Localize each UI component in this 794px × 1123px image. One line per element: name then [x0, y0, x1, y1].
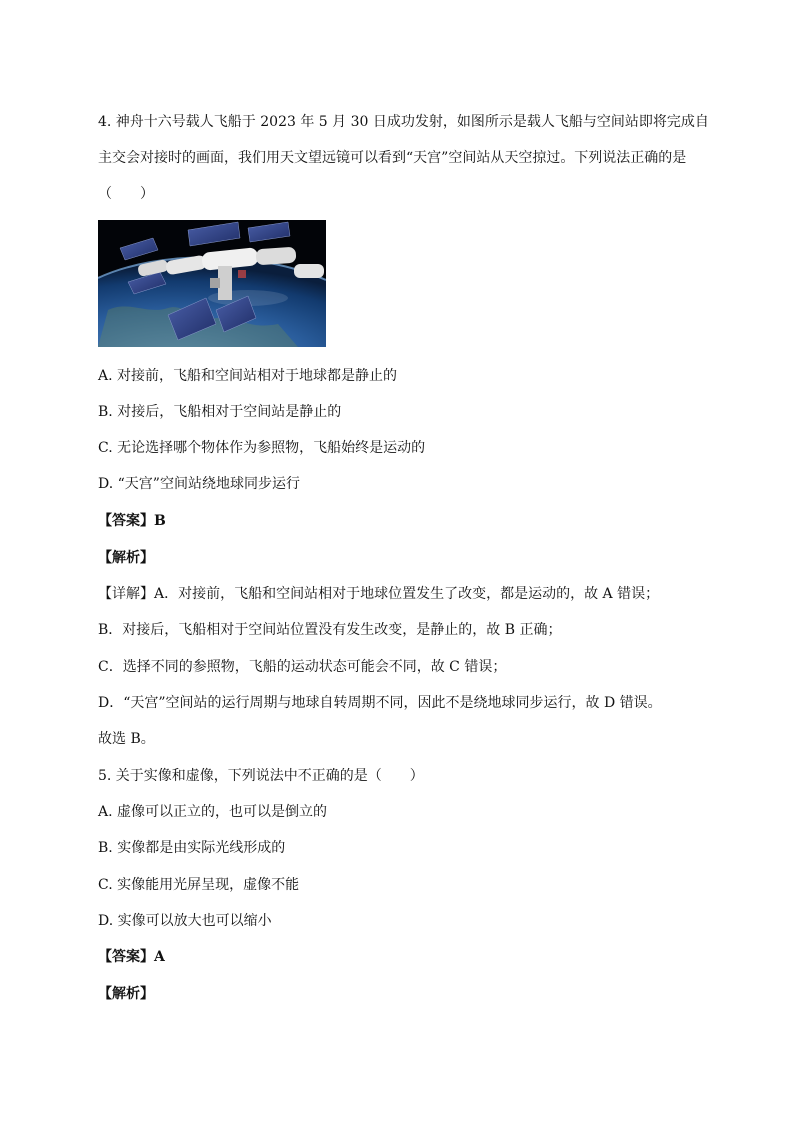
q4-stem-line-1: 4. 神舟十六号载人飞船于 2023 年 5 月 30 日成功发射，如图所示是载人飞船与空间站即将完成自 — [98, 114, 709, 130]
q4-stem-line-3: （ ） — [98, 186, 154, 202]
q5-analysis-label: 【解析】 — [98, 986, 154, 1002]
q4-conclusion: 故选 B。 — [98, 731, 155, 747]
q4-analysis-line-1: 【详解】A．对接前，飞船和空间站相对于地球位置发生了改变，都是运动的，故 A 错误； — [98, 586, 660, 602]
q5-option-a: A. 虚像可以正立的，也可以是倒立的 — [98, 804, 328, 820]
q5-answer: 【答案】A — [98, 949, 165, 965]
q5-option-c: C. 实像能用光屏呈现，虚像不能 — [98, 877, 300, 893]
q4-analysis-line-3: C．选择不同的参照物，飞船的运动状态可能会不同，故 C 错误； — [98, 659, 507, 675]
q4-option-c: C. 无论选择哪个物体作为参照物，飞船始终是运动的 — [98, 440, 426, 456]
q4-analysis-label: 【解析】 — [98, 550, 154, 566]
q5-option-d: D. 实像可以放大也可以缩小 — [98, 913, 272, 929]
q4-answer: 【答案】B — [98, 513, 166, 529]
q4-analysis-line-4: D．“天宫”空间站的运行周期与地球自转周期不同，因此不是绕地球同步运行，故 D 错误。 — [98, 695, 662, 711]
q5-option-b: B. 实像都是由实际光线形成的 — [98, 840, 286, 856]
space-station-image — [98, 220, 326, 347]
q4-analysis-line-2: B．对接后，飞船相对于空间站位置没有发生改变，是静止的，故 B 正确； — [98, 622, 562, 638]
q4-option-d: D. “天宫”空间站绕地球同步运行 — [98, 476, 300, 492]
q4-option-a: A. 对接前，飞船和空间站相对于地球都是静止的 — [98, 368, 398, 384]
q4-option-b: B. 对接后，飞船相对于空间站是静止的 — [98, 404, 342, 420]
q4-stem-line-2: 主交会对接时的画面，我们用天文望远镜可以看到“天宫”空间站从天空掠过。下列说法正确的是 — [98, 150, 687, 166]
q5-stem: 5. 关于实像和虚像，下列说法中不正确的是（ ） — [98, 768, 424, 784]
